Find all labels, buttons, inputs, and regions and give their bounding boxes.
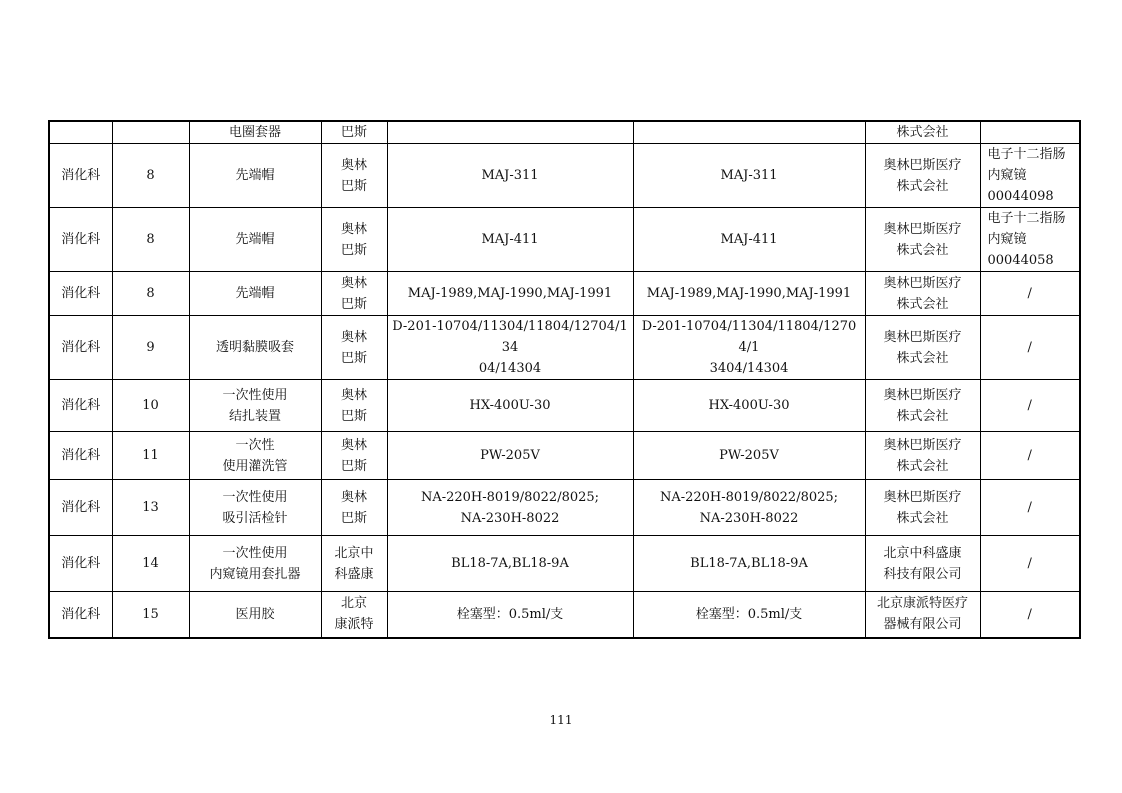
cell-manufacturer-line: 奥林 [340,387,367,403]
cell-model-registration [387,592,633,638]
cell-product [189,380,321,432]
cell-product [189,480,321,536]
cell-number [112,121,189,144]
cell-manufacturer-line: 巴斯 [340,510,367,526]
cell-note [980,380,1080,432]
table-row [49,536,1080,592]
cell-company-line: 科技有限公司 [883,566,962,582]
cell-model-registration [387,208,633,272]
cell-note-line: / [1027,340,1032,355]
cell-model-scope [633,272,865,316]
cell-manufacturer [321,480,387,536]
cell-model-scope-line: MAJ-411 [720,232,778,247]
cell-company-line: 株式会社 [896,408,949,424]
cell-model-scope-line: NA-220H-8019/8022/8025; [659,489,839,505]
cell-dept: 消化科 [49,432,112,480]
cell-manufacturer-line: 巴斯 [340,242,367,258]
cell-product-line: 先端帽 [235,168,275,183]
cell-number: 14 [112,536,189,592]
cell-dept: 消化科 [49,272,112,316]
cell-number: 13 [112,480,189,536]
cell-product [189,144,321,208]
cell-number: 8 [112,272,189,316]
cell-manufacturer-line: 巴斯 [340,350,367,366]
cell-company-line: 奥林巴斯医疗 [883,329,962,345]
cell-product-line: 一次性 [235,437,275,453]
cell-manufacturer [321,316,387,380]
cell-model-scope-line: NA-230H-8022 [699,510,799,526]
cell-company [865,480,980,536]
cell-manufacturer-line: 奥林 [340,157,367,173]
cell-note [980,144,1080,208]
table-row [49,208,1080,272]
cell-product-line: 透明黏膜吸套 [215,340,294,355]
cell-manufacturer-line: 巴斯 [340,458,367,474]
cell-model-scope-line: D-201-10704/11304/11804/12704/1 [641,319,857,355]
cell-note-line: 内窥镜 [987,168,1027,183]
cell-dept: 消化科 [49,144,112,208]
cell-note-line: 内窥镜 [987,232,1027,247]
table-row-continued [49,121,1080,144]
cell-dept: 消化科 [49,208,112,272]
cell-manufacturer: 巴斯 [321,121,387,144]
cell-dept: 消化科 [49,592,112,638]
cell-note [980,592,1080,638]
cell-product [189,432,321,480]
cell-model-scope [633,380,865,432]
cell-product-line: 先端帽 [235,232,275,247]
cell-note-line: / [1027,286,1032,301]
cell-dept [49,121,112,144]
cell-manufacturer [321,592,387,638]
cell-note [980,480,1080,536]
cell-company [865,272,980,316]
cell-model-registration [387,536,633,592]
cell-product-line: 一次性使用 [222,545,288,561]
cell-manufacturer-line: 巴斯 [340,178,367,194]
cell-manufacturer-line: 奥林 [340,275,367,291]
cell-model-registration-line: BL18-7A,BL18-9A [451,556,569,571]
cell-model-registration [387,272,633,316]
cell-product-line: 一次性使用 [222,387,288,403]
cell-company-line: 株式会社 [896,178,949,194]
table-row [49,592,1080,638]
cell-product-line: 吸引活检针 [222,510,288,526]
cell-model-registration-line: D-201-10704/11304/11804/12704/134 [392,319,628,355]
cell-manufacturer-line: 奥林 [340,329,367,345]
cell-manufacturer [321,144,387,208]
cell-note [980,272,1080,316]
cell-product [189,272,321,316]
cell-company-line: 株式会社 [896,296,949,312]
cell-note [980,208,1080,272]
cell-product-line: 医用胶 [235,606,275,622]
cell-number: 15 [112,592,189,638]
cell-note [980,316,1080,380]
cell-company-line: 奥林巴斯医疗 [883,275,962,291]
cell-model-scope [633,121,865,144]
cell-company: 株式会社 [865,121,980,144]
cell-product-line: 使用灌洗管 [222,458,288,474]
cell-product-line: 一次性使用 [222,489,288,505]
cell-model-scope-line: BL18-7A,BL18-9A [690,556,808,571]
cell-product [189,316,321,380]
cell-number: 11 [112,432,189,480]
cell-number: 8 [112,208,189,272]
cell-manufacturer [321,272,387,316]
cell-manufacturer-line: 奥林 [340,437,367,453]
cell-product [189,536,321,592]
cell-company [865,208,980,272]
table-row [49,144,1080,208]
cell-company [865,316,980,380]
cell-product-line: 结扎装置 [228,408,281,424]
cell-company [865,144,980,208]
cell-model-scope-line: 3404/14304 [709,361,789,376]
cell-company-line: 奥林巴斯医疗 [883,387,962,403]
cell-manufacturer-line: 巴斯 [340,296,367,312]
cell-model-scope-line: MAJ-1989,MAJ-1990,MAJ-1991 [646,286,852,301]
cell-product-line: 内窥镜用套扎器 [209,566,301,582]
cell-model-scope [633,432,865,480]
cell-company [865,536,980,592]
cell-model-registration [387,121,633,144]
cell-model-scope [633,208,865,272]
cell-company [865,592,980,638]
cell-model-scope [633,480,865,536]
cell-model-scope [633,536,865,592]
cell-dept: 消化科 [49,480,112,536]
cell-model-registration-line: MAJ-1989,MAJ-1990,MAJ-1991 [407,286,613,301]
cell-model-registration-line: 栓塞型：0.5ml/支 [456,606,564,622]
cell-product: 电圈套器 [189,121,321,144]
cell-model-scope [633,316,865,380]
cell-manufacturer-line: 北京 [340,596,367,612]
cell-manufacturer [321,432,387,480]
cell-model-registration [387,480,633,536]
cell-product [189,208,321,272]
cell-note-line: / [1027,398,1032,413]
page-number: 111 [549,713,573,727]
cell-manufacturer-line: 康派特 [334,617,374,633]
cell-model-registration-line: 04/14304 [478,361,542,376]
cell-model-registration-line: HX-400U-30 [469,398,551,413]
cell-product [189,592,321,638]
cell-model-scope-line: HX-400U-30 [708,398,790,413]
cell-note-line: 00044098 [987,189,1054,204]
cell-number: 10 [112,380,189,432]
cell-note-line: / [1027,606,1032,622]
cell-model-registration [387,144,633,208]
cell-model-registration-line: NA-220H-8019/8022/8025; [420,489,600,505]
cell-note [980,536,1080,592]
cell-company-line: 株式会社 [896,510,949,526]
cell-model-scope-line: 栓塞型：0.5ml/支 [695,606,803,622]
cell-company-line: 奥林巴斯医疗 [883,437,962,453]
cell-dept: 消化科 [49,316,112,380]
cell-dept: 消化科 [49,380,112,432]
cell-manufacturer [321,380,387,432]
cell-model-registration-line: PW-205V [480,448,540,463]
cell-manufacturer-line: 奥林 [340,489,367,505]
cell-note-line: 电子十二指肠 [987,211,1066,226]
cell-model-scope-line: MAJ-311 [720,168,778,183]
cell-company-line: 北京康派特医疗 [876,596,968,612]
cell-model-registration-line: NA-230H-8022 [460,510,560,526]
cell-note-line: 00044058 [987,253,1054,268]
cell-manufacturer-line: 奥林 [340,221,367,237]
cell-company-line: 株式会社 [896,350,949,366]
cell-company-line: 奥林巴斯医疗 [883,157,962,173]
cell-model-scope-line: PW-205V [719,448,779,463]
cell-company-line: 奥林巴斯医疗 [883,221,962,237]
table-row [49,272,1080,316]
cell-manufacturer-line: 科盛康 [334,566,374,582]
cell-company-line: 株式会社 [896,458,949,474]
cell-company-line: 奥林巴斯医疗 [883,489,962,505]
cell-company-line: 株式会社 [896,242,949,258]
cell-model-registration-line: MAJ-411 [481,232,539,247]
device-table [48,120,1081,639]
table-row [49,316,1080,380]
cell-note-line: / [1027,448,1032,463]
table-row [49,480,1080,536]
cell-model-registration-line: MAJ-311 [481,168,539,183]
table-row [49,380,1080,432]
cell-note-line: 电子十二指肠 [987,147,1066,162]
cell-manufacturer [321,208,387,272]
table-row [49,432,1080,480]
cell-company [865,432,980,480]
cell-manufacturer [321,536,387,592]
cell-dept: 消化科 [49,536,112,592]
cell-note [980,121,1080,144]
cell-company-line: 器械有限公司 [883,617,962,633]
cell-manufacturer-line: 巴斯 [340,408,367,424]
cell-note [980,432,1080,480]
cell-note-line: / [1027,500,1032,515]
cell-model-registration [387,316,633,380]
cell-company-line: 北京中科盛康 [883,545,962,561]
cell-model-scope [633,592,865,638]
cell-note-line: / [1027,556,1032,571]
cell-product-line: 先端帽 [235,286,275,301]
cell-model-scope [633,144,865,208]
cell-manufacturer-line: 北京中 [334,545,374,561]
cell-model-registration [387,380,633,432]
cell-number: 9 [112,316,189,380]
cell-model-registration [387,432,633,480]
cell-company [865,380,980,432]
cell-number: 8 [112,144,189,208]
